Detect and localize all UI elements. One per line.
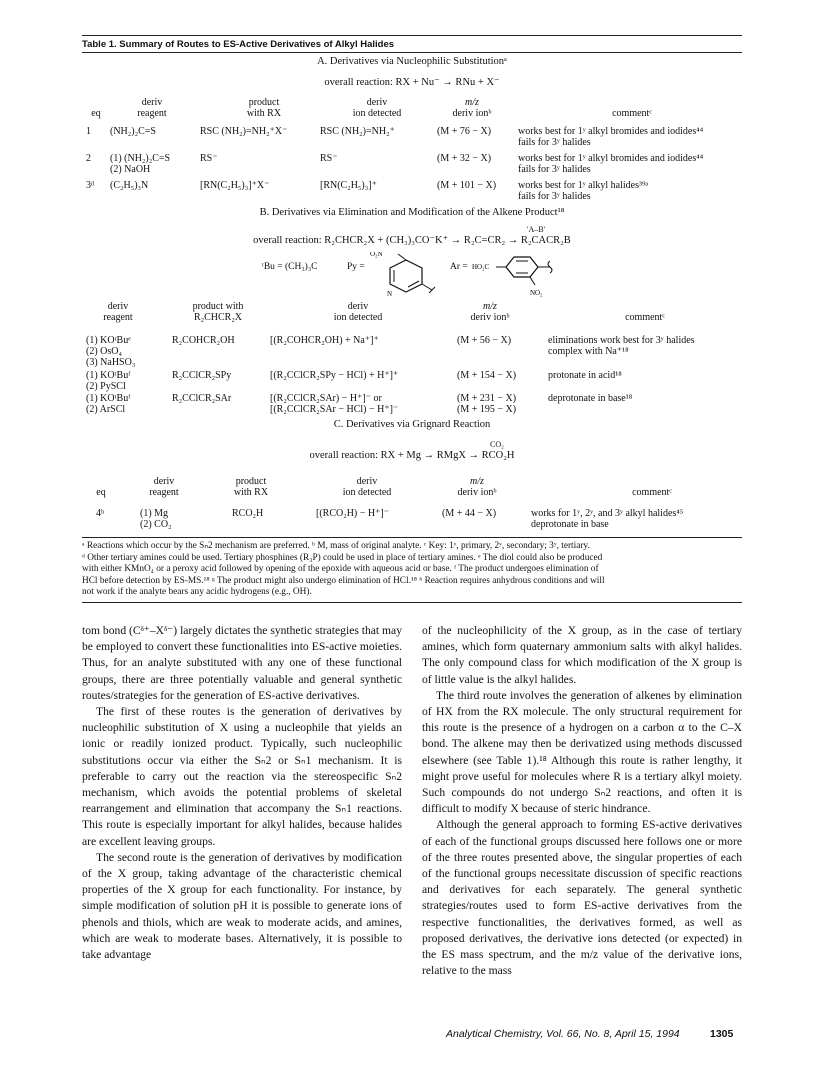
section-b-heading: B. Derivatives via Elimination and Modification of the Alkene Product¹⁸ [259,207,565,218]
table-cell-comment: deprotonate in base¹⁸ [548,393,633,404]
table-row-eq: 3ᵈ [86,180,95,191]
nitropyridyl-structure [370,252,442,296]
table-cell-comment: works best for 1ʸ alkyl halides³⁹ᵃ fails for 3ʸ halides [518,180,649,202]
paragraph: of the nucleophilicity of the X group, as in the case of tertiary amines, which form quaternary ammonium salts with alkyl halides. The only compound class for which modification of the X group is of little value is the alkyl halides. [422,624,742,686]
table-cell-mz: (M + 76 − X) [437,126,492,137]
table-title-rule [82,52,742,53]
table-cell-comment: protonate in acid¹⁸ [548,370,622,381]
table-cell-comment: works best for 1ʸ alkyl bromides and iodides⁴⁴ fails for 3ʸ halides [518,153,704,175]
col-header-ion: deriv ion detected [352,97,402,119]
table-cell-ion: [RN(C₂H₅)₃]⁺ [320,180,377,191]
table-cell-reagent: (1) KOᵗBuᶠ (2) PySCl [86,370,131,392]
paragraph: The second route is the generation of derivatives by modification of the X group, taking advantage of the characteristic chemical properties of the X group for each functionality. For instance, by simple modification of solution pH it is possible to generate ions of phenols and thiols, which are weak to moderate acids, and amines, which are weak to moderate bases. Alternatively, it is possible to take advantage [82,850,402,962]
col-header-eq: eq [91,108,101,119]
section-c-heading: C. Derivatives via Grignard Reaction [333,419,491,430]
table-cell-product: RCO₂H [232,508,264,519]
paragraph: The first of these routes is the generation of derivatives by nucleophilic substitution of X using a nucleophile that yields an ionic or readily ionized product. Typically, such nucleophilic substitutions occur via either the Sₙ2 or Sₙ1 mechanism. It is preferable to carry out the reaction via the stereospecific Sₙ2 mechanism, which avoids the potential problems of skeletal rearrangement and elimination that accompany the Sₙ1 reactions. This route is especially important for alkyl halides, because halides are excellent leaving groups. [82,705,402,848]
table-cell-comment: eliminations work best for 3ʸ halides complex with Na⁺¹⁸ [548,335,695,357]
table-cell-ion: RSC (NH₂)=NH₂⁺ [320,126,395,137]
n-label: N [387,290,393,296]
col-header-eq: eq [96,487,106,498]
table-cell-product: [RN(C₂H₅)₃]⁺X⁻ [200,180,270,191]
col-header-ion: deriv ion detected [333,301,383,323]
col-header-comment: commentᶜ [632,487,672,498]
table-cell-reagent: (1) Mg (2) CO₂ [140,508,172,530]
table-cell-product: RS⁻ [200,153,218,164]
journal-citation: Analytical Chemistry, Vol. 66, No. 8, April 15, 1994 [446,1028,680,1040]
col-header-reagent: deriv reagent [103,301,133,323]
table-cell-ion: [(RCO₂H) − H⁺]⁻ [316,508,390,519]
table-row-eq: 2 [86,153,91,164]
table-cell-reagent: (1) KOᵗBuᵉ (2) OsO₄ (3) NaHSO₃ [86,335,136,368]
section-a-heading: A. Derivatives via Nucleophilic Substitutionᵃ [317,56,507,67]
table-cell-product: R₂CClCR₂SAr [172,393,232,404]
col-header-product: product with RX [246,97,282,119]
section-b-reaction: overall reaction: R₂CHCR₂X + (CH₃)₃CO⁻K⁺ → R₂C=CR₂ → R₂CACR₂B [253,235,571,246]
section-c-reaction: overall reaction: RX + Mg → RMgX → RCO₂H [309,450,515,461]
o2n-label: O₂N [370,252,383,258]
paragraph: The third route involves the generation of alkenes by elimination of HX from the RX molecule. The only structural requirement for this route is the presence of a hydrogen on a carbon α to the C–X bond. The alkene may then be derivatized using methods discussed elsewhere (see Table 1).¹⁸ Although this route is rather lengthy, it might prove useful for molecules where R is a tertiary alkyl moiety. Such compounds do not undergo Sₙ2 reactions, and often it is difficult to modify X because of steric hindrance. [422,688,742,816]
table-cell-comment: works best for 1ʸ alkyl bromides and iodides⁴⁴ fails for 3ʸ halides [518,126,704,148]
table-cell-reagent: (1) KOᵗBuᶠ (2) ArSCl [86,393,131,415]
body-right-column [422,623,742,979]
arrow-label-co2: CO₂ [490,440,504,449]
table-cell-product: R₂CClCR₂SPy [172,370,232,381]
table-cell-mz: (M + 231 − X) (M + 195 − X) [457,393,517,415]
table-cell-product: RSC (NH₂)=NH₂⁺X⁻ [200,126,288,137]
paragraph: tom bond (Cᵟ⁺–Xᵟ⁻) largely dictates the synthetic strategies that may be employed to convert these functionalities into ES-active moieties. Thus, for an analyte substituted with any one of these functional groups, there are three potentially valuable and general synthetic routes/strategies for the generation of ES-active derivatives. [82,624,402,702]
table-cell-mz: (M + 56 − X) [457,335,512,346]
table-cell-mz: (M + 154 − X) [457,370,517,381]
col-header-comment: commentᶜ [625,312,665,323]
py-label: Py = [347,262,365,272]
col-header-product: product with RX [233,476,269,498]
table-cell-ion: [(R₂COHCR₂OH) + Na⁺]⁺ [270,335,379,346]
page-number: 1305 [710,1028,734,1040]
table-cell-ion: [(R₂CClCR₂SPy − HCl) + H⁺]⁺ [270,370,399,381]
body-left-column [82,623,402,963]
table-cell-mz: (M + 101 − X) [437,180,497,191]
table-cell-mz: (M + 44 − X) [442,508,497,519]
table-cell-comment: works for 1ʸ, 2ʸ, and 3ʸ alkyl halides⁴⁵ deprotonate in base [531,508,684,530]
table-footnotes: ᵃ Reactions which occur by the Sₙ2 mechanism are preferred. ᵇ M, mass of original analyte. ᶜ Key: 1ʸ, primary, 2ʸ, secondary; 3ʸ, tertiary. ᵈ Other tertiary amines could be used. Tertiary phosphines (R₃P) could be used in place of tertiary amines. ᵉ The diol could also be produced with either KMnO₄ or a peroxy acid followed by opening of the epoxide with aqueous acid or base. ᶠ The product undergoes elimination of HCl before detection by ES-MS.¹⁸ ᵍ The product might also undergo elimination of HCl.¹⁸ ʰ Reaction requires anhydrous conditions and will not work if the analyte bears any acidic hydrogens (e.g., OH). [82,541,605,597]
table-cell-mz: (M + 32 − X) [437,153,492,164]
table-cell-product: R₂COHCR₂OH [172,335,235,346]
table-cell-reagent: (C₂H₅)₃N [110,180,149,191]
col-header-mz: m/z deriv ionᵇ [470,301,510,323]
ar-label: Ar = [450,262,468,272]
col-header-reagent: deriv reagent [149,476,179,498]
table-cell-ion: RS⁻ [320,153,338,164]
table-row-eq: 1 [86,126,91,137]
col-header-comment: commentᶜ [612,108,652,119]
no2-label: NO₂ [530,289,543,297]
col-header-ion: deriv ion detected [342,476,392,498]
arrow-label-ab: 'A–B' [527,225,545,234]
table-footnote-rule [82,537,742,538]
section-a-reaction: overall reaction: RX + Nu⁻ → RNu + X⁻ [324,77,500,88]
table-title: Table 1. Summary of Routes to ES-Active Derivatives of Alkyl Halides [82,39,395,50]
col-header-mz: m/z deriv ionᵇ [452,97,492,119]
carboxynitrophenyl-structure [472,252,582,298]
table-top-rule [82,35,742,36]
table-cell-reagent: (1) (NH₂)₂C=S (2) NaOH [110,153,171,175]
paragraph: Although the general approach to forming ES-active derivatives of each of the functional groups discussed here follows one or more of the three routes presented above, the singular properties of each of the functional groups necessitate discussion of specific reactions and derivatives for each separately. The general synthetic strategies/routes used to form ES-active derivatives from the respective functionalities, the derivatives formed, as well as proposed derivatives, the derivative ions detected (or expected) in the ES mass spectrum, and the m/z value of the derivative ions, relative to the mass [422,818,742,978]
col-header-product: product with R₂CHCR₂X [192,301,244,323]
table-cell-reagent: (NH₂)₂C=S [110,126,156,137]
col-header-mz: m/z deriv ionᵇ [457,476,497,498]
table-row-eq: 4ʰ [96,508,105,519]
col-header-reagent: deriv reagent [137,97,167,119]
ho2c-label: HO₂C [472,263,490,271]
tbu-definition: ᵗBu = (CH₃)₃C [262,262,318,272]
table-cell-ion: [(R₂CClCR₂SAr) − H⁺]⁻ or [(R₂CClCR₂SAr − HCl) − H⁺]⁻ [270,393,399,415]
table-bottom-rule [82,602,742,603]
